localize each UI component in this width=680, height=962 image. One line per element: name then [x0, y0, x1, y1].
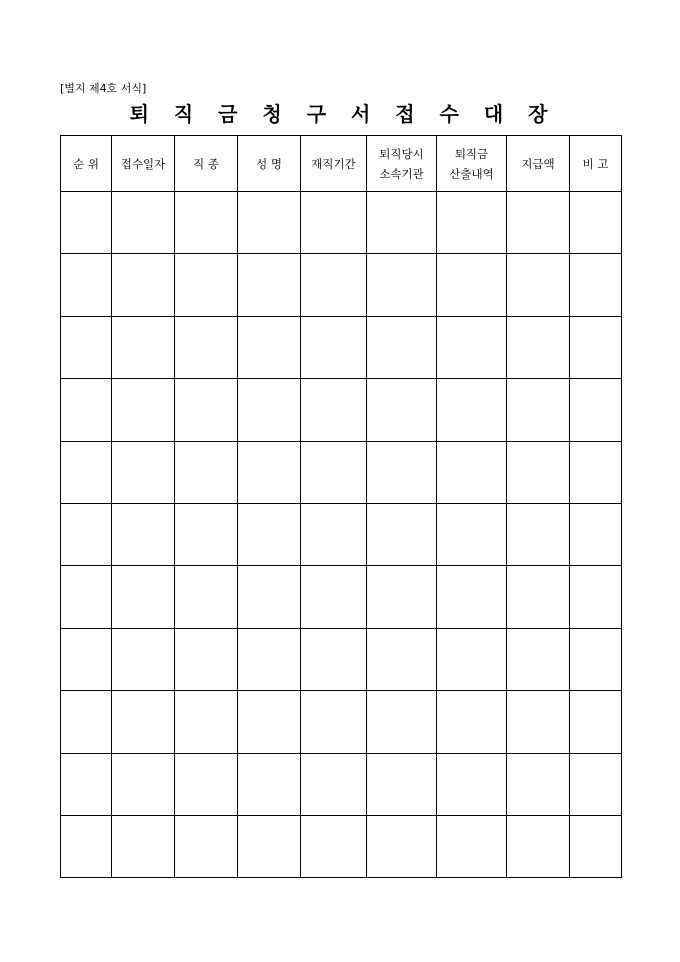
- table-cell-severance-calculation[interactable]: [437, 691, 507, 753]
- table-cell-rank[interactable]: [61, 254, 112, 316]
- table-cell-receipt-date[interactable]: [112, 691, 175, 753]
- document-title: 퇴 직 금 청 구 서 접 수 대 장: [129, 102, 557, 126]
- table-cell-service-period[interactable]: [301, 192, 367, 254]
- table-cell-severance-calculation[interactable]: [437, 815, 507, 877]
- table-cell-payment-amount[interactable]: [507, 815, 570, 877]
- table-cell-payment-amount[interactable]: [507, 441, 570, 503]
- table-cell-affiliation-at-retirement[interactable]: [367, 691, 437, 753]
- table-cell-payment-amount[interactable]: [507, 628, 570, 690]
- column-header-affiliation-at-retirement: [367, 136, 437, 192]
- table-cell-name[interactable]: [238, 691, 301, 753]
- column-header-name: [238, 136, 301, 192]
- table-cell-remarks[interactable]: [570, 815, 622, 877]
- table-cell-name[interactable]: [238, 441, 301, 503]
- table-row: [61, 628, 622, 690]
- table-cell-service-period[interactable]: [301, 628, 367, 690]
- table-row: [61, 566, 622, 628]
- table-cell-remarks[interactable]: [570, 691, 622, 753]
- form-number-label: [별지 제4호 서식]: [60, 82, 147, 95]
- table-body: [61, 192, 622, 878]
- table-cell-severance-calculation[interactable]: [437, 192, 507, 254]
- table-cell-payment-amount[interactable]: [507, 316, 570, 378]
- column-header-label: 지급액: [521, 156, 555, 171]
- table-cell-service-period[interactable]: [301, 441, 367, 503]
- severance-claim-ledger-table: [60, 135, 622, 878]
- table-cell-affiliation-at-retirement[interactable]: [367, 441, 437, 503]
- table-row: [61, 503, 622, 565]
- table-cell-rank[interactable]: [61, 192, 112, 254]
- table-cell-payment-amount[interactable]: [507, 503, 570, 565]
- table-cell-remarks[interactable]: [570, 566, 622, 628]
- table-row: [61, 379, 622, 441]
- table-cell-remarks[interactable]: [570, 503, 622, 565]
- table-cell-remarks[interactable]: [570, 753, 622, 815]
- table-cell-name[interactable]: [238, 503, 301, 565]
- table-row: [61, 753, 622, 815]
- column-header-label: 소속기관: [379, 166, 424, 181]
- table-cell-rank[interactable]: [61, 316, 112, 378]
- table-cell-name[interactable]: [238, 753, 301, 815]
- table-cell-remarks[interactable]: [570, 254, 622, 316]
- column-header-label: 재직기간: [311, 156, 356, 171]
- table-cell-remarks[interactable]: [570, 379, 622, 441]
- column-header-rank: [61, 136, 112, 192]
- table-cell-receipt-date[interactable]: [112, 254, 175, 316]
- table-cell-service-period[interactable]: [301, 316, 367, 378]
- table-cell-name[interactable]: [238, 254, 301, 316]
- table-cell-receipt-date[interactable]: [112, 628, 175, 690]
- table-cell-rank[interactable]: [61, 691, 112, 753]
- table-cell-service-period[interactable]: [301, 691, 367, 753]
- table-cell-rank[interactable]: [61, 628, 112, 690]
- column-header-label: 퇴직금: [454, 146, 489, 161]
- table-cell-name[interactable]: [238, 379, 301, 441]
- table-cell-receipt-date[interactable]: [112, 503, 175, 565]
- column-header-label: 산출내역: [449, 166, 494, 181]
- column-header-label: 퇴직당시: [379, 146, 424, 161]
- table-cell-service-period[interactable]: [301, 753, 367, 815]
- table-cell-severance-calculation[interactable]: [437, 316, 507, 378]
- table-cell-rank[interactable]: [61, 566, 112, 628]
- table-row: [61, 441, 622, 503]
- table-cell-receipt-date[interactable]: [112, 753, 175, 815]
- column-header-receipt-date: [112, 136, 175, 192]
- table-cell-payment-amount[interactable]: [507, 691, 570, 753]
- table-row: [61, 254, 622, 316]
- table-cell-service-period[interactable]: [301, 503, 367, 565]
- column-header-severance-calculation: [437, 136, 507, 192]
- table-cell-affiliation-at-retirement[interactable]: [367, 566, 437, 628]
- table-cell-job-type[interactable]: [175, 691, 238, 753]
- table-row: [61, 815, 622, 877]
- table-cell-payment-amount[interactable]: [507, 753, 570, 815]
- column-header-label: 직 종: [193, 156, 219, 171]
- table-cell-severance-calculation[interactable]: [437, 753, 507, 815]
- table-cell-remarks[interactable]: [570, 316, 622, 378]
- table-cell-severance-calculation[interactable]: [437, 254, 507, 316]
- table-cell-remarks[interactable]: [570, 441, 622, 503]
- table-cell-service-period[interactable]: [301, 815, 367, 877]
- table-cell-name[interactable]: [238, 316, 301, 378]
- table-cell-payment-amount[interactable]: [507, 566, 570, 628]
- table-cell-job-type[interactable]: [175, 566, 238, 628]
- table-cell-severance-calculation[interactable]: [437, 566, 507, 628]
- table-cell-name[interactable]: [238, 192, 301, 254]
- table-cell-rank[interactable]: [61, 815, 112, 877]
- table-cell-receipt-date[interactable]: [112, 316, 175, 378]
- table-header: [61, 136, 622, 192]
- table-cell-affiliation-at-retirement[interactable]: [367, 254, 437, 316]
- table-cell-remarks[interactable]: [570, 192, 622, 254]
- table-cell-rank[interactable]: [61, 753, 112, 815]
- table-cell-service-period[interactable]: [301, 566, 367, 628]
- table-cell-service-period[interactable]: [301, 254, 367, 316]
- table-cell-job-type[interactable]: [175, 753, 238, 815]
- header-row: [61, 136, 622, 192]
- table-cell-affiliation-at-retirement[interactable]: [367, 628, 437, 690]
- table-cell-rank[interactable]: [61, 503, 112, 565]
- table-cell-job-type[interactable]: [175, 628, 238, 690]
- table-cell-rank[interactable]: [61, 379, 112, 441]
- column-header-payment-amount: [507, 136, 570, 192]
- table-cell-receipt-date[interactable]: [112, 566, 175, 628]
- table-cell-job-type[interactable]: [175, 192, 238, 254]
- table-cell-job-type[interactable]: [175, 503, 238, 565]
- table-cell-severance-calculation[interactable]: [437, 441, 507, 503]
- table-cell-severance-calculation[interactable]: [437, 503, 507, 565]
- table-cell-rank[interactable]: [61, 441, 112, 503]
- column-header-service-period: [301, 136, 367, 192]
- table-cell-severance-calculation[interactable]: [437, 628, 507, 690]
- table-row: [61, 316, 622, 378]
- table-cell-severance-calculation[interactable]: [437, 379, 507, 441]
- table-cell-name[interactable]: [238, 815, 301, 877]
- table-cell-job-type[interactable]: [175, 316, 238, 378]
- column-header-label: 순 위: [73, 156, 99, 171]
- table-cell-affiliation-at-retirement[interactable]: [367, 753, 437, 815]
- table-cell-receipt-date[interactable]: [112, 379, 175, 441]
- table-cell-payment-amount[interactable]: [507, 192, 570, 254]
- table-cell-name[interactable]: [238, 628, 301, 690]
- column-header-label: 비 고: [582, 156, 609, 171]
- table-cell-job-type[interactable]: [175, 379, 238, 441]
- column-header-job-type: [175, 136, 238, 192]
- table-cell-job-type[interactable]: [175, 815, 238, 877]
- table-cell-receipt-date[interactable]: [112, 441, 175, 503]
- table-cell-payment-amount[interactable]: [507, 379, 570, 441]
- column-header-remarks: [570, 136, 622, 192]
- table-cell-job-type[interactable]: [175, 254, 238, 316]
- table-cell-affiliation-at-retirement[interactable]: [367, 815, 437, 877]
- table-cell-affiliation-at-retirement[interactable]: [367, 316, 437, 378]
- table-cell-receipt-date[interactable]: [112, 815, 175, 877]
- table-row: [61, 192, 622, 254]
- table-cell-remarks[interactable]: [570, 628, 622, 690]
- table-cell-name[interactable]: [238, 566, 301, 628]
- table-cell-job-type[interactable]: [175, 441, 238, 503]
- table-cell-service-period[interactable]: [301, 379, 367, 441]
- column-header-label: 성 명: [256, 156, 282, 171]
- table-cell-affiliation-at-retirement[interactable]: [367, 379, 437, 441]
- table-row: [61, 691, 622, 753]
- column-header-label: 접수일자: [120, 156, 166, 171]
- table-cell-receipt-date[interactable]: [112, 192, 175, 254]
- table-cell-affiliation-at-retirement[interactable]: [367, 192, 437, 254]
- table-cell-payment-amount[interactable]: [507, 254, 570, 316]
- table-cell-affiliation-at-retirement[interactable]: [367, 503, 437, 565]
